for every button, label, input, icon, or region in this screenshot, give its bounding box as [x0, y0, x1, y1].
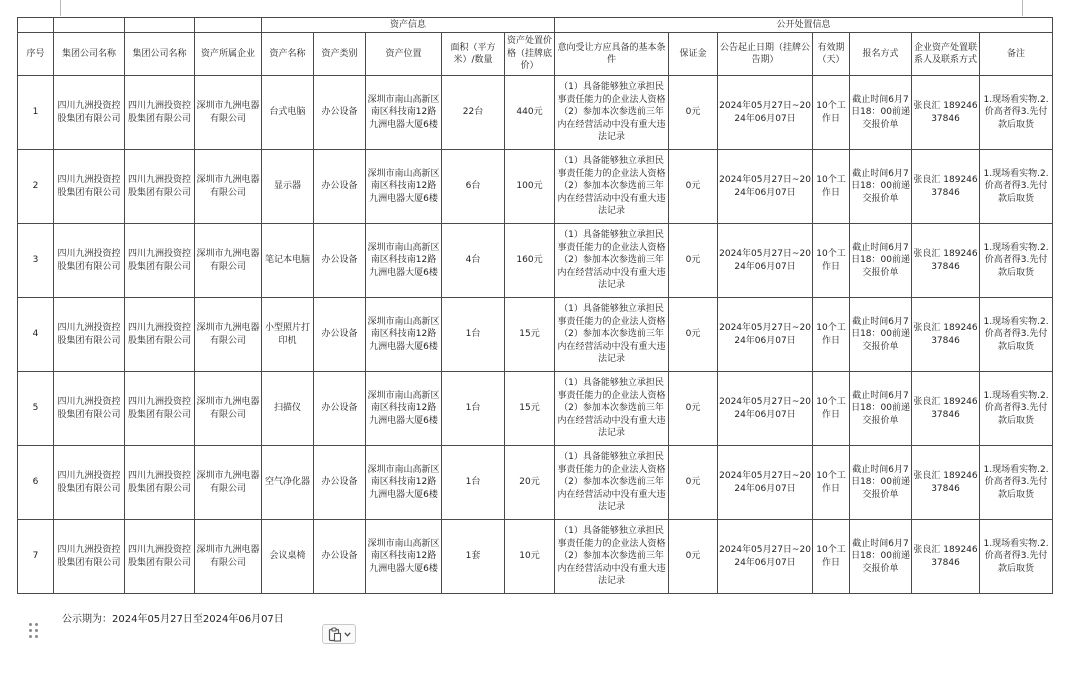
- header-row: [18, 33, 1053, 76]
- cell-validity: 10个工作日: [813, 298, 850, 372]
- header-seq: 序号: [18, 33, 54, 76]
- cell-asset-type: 办公设备: [314, 150, 366, 224]
- cell-quantity: 1台: [442, 298, 505, 372]
- cell-quantity: 1套: [442, 520, 505, 594]
- cell-seq: 4: [18, 298, 54, 372]
- cell-period: 2024年05月27日~2024年06月07日: [718, 76, 813, 150]
- cell-signup: 截止时间6月7日18：00前递交报价单: [850, 298, 912, 372]
- header-period: 公告起止日期（挂牌公告期）: [718, 33, 813, 76]
- cell-validity: 10个工作日: [813, 520, 850, 594]
- cell-signup: 截止时间6月7日18：00前递交报价单: [850, 446, 912, 520]
- cell-validity: 10个工作日: [813, 372, 850, 446]
- cell-group-company-1: 四川九洲投资控股集团有限公司: [54, 224, 125, 298]
- header-asset-name: 资产名称: [262, 33, 314, 76]
- cell-remark: 1.现场看实物.2.价高者得3.先付款后取货: [980, 298, 1053, 372]
- cell-quantity: 22台: [442, 76, 505, 150]
- cell-asset-type: 办公设备: [314, 76, 366, 150]
- table-row: [18, 76, 1053, 150]
- cell-seq: 6: [18, 446, 54, 520]
- cell-enterprise: 深圳市九洲电器有限公司: [195, 520, 262, 594]
- cell-conditions: （1）具备能够独立承担民事责任能力的企业法人资格（2）参加本次参选前三年内在经营活动中没有重大违法记录: [555, 446, 669, 520]
- cell-conditions: （1）具备能够独立承担民事责任能力的企业法人资格（2）参加本次参选前三年内在经营活动中没有重大违法记录: [555, 150, 669, 224]
- cell-period: 2024年05月27日~2024年06月07日: [718, 150, 813, 224]
- cell-contact: 张良汇 18924637846: [912, 298, 980, 372]
- cell-period: 2024年05月27日~2024年06月07日: [718, 224, 813, 298]
- cell-asset-type: 办公设备: [314, 446, 366, 520]
- cell-group-company-1: 四川九洲投资控股集团有限公司: [54, 372, 125, 446]
- cell-asset-name: 小型照片打印机: [262, 298, 314, 372]
- cell-quantity: 1台: [442, 446, 505, 520]
- cell-period: 2024年05月27日~2024年06月07日: [718, 446, 813, 520]
- cell-asset-name: 扫描仪: [262, 372, 314, 446]
- cell-price: 20元: [505, 446, 555, 520]
- header-remark: 备注: [980, 33, 1053, 76]
- header-spacer: [125, 18, 195, 33]
- cell-remark: 1.现场看实物.2.价高者得3.先付款后取货: [980, 372, 1053, 446]
- cell-location: 深圳市南山高新区南区科技南12路九洲电器大厦6楼: [366, 298, 442, 372]
- cell-group-company-1: 四川九洲投资控股集团有限公司: [54, 446, 125, 520]
- cell-enterprise: 深圳市九洲电器有限公司: [195, 150, 262, 224]
- cell-period: 2024年05月27日~2024年06月07日: [718, 298, 813, 372]
- cell-price: 10元: [505, 520, 555, 594]
- cell-contact: 张良汇 18924637846: [912, 224, 980, 298]
- header-group-public-disposal: 公开处置信息: [555, 18, 1053, 33]
- header-spacer: [54, 18, 125, 33]
- cell-conditions: （1）具备能够独立承担民事责任能力的企业法人资格（2）参加本次参选前三年内在经营活动中没有重大违法记录: [555, 372, 669, 446]
- cell-asset-type: 办公设备: [314, 298, 366, 372]
- cell-contact: 张良汇 18924637846: [912, 372, 980, 446]
- table-row: [18, 150, 1053, 224]
- cell-validity: 10个工作日: [813, 150, 850, 224]
- cell-conditions: （1）具备能够独立承担民事责任能力的企业法人资格（2）参加本次参选前三年内在经营活动中没有重大违法记录: [555, 520, 669, 594]
- header-signup: 报名方式: [850, 33, 912, 76]
- cell-seq: 7: [18, 520, 54, 594]
- header-conditions: 意向受让方应具备的基本条件: [555, 33, 669, 76]
- cell-signup: 截止时间6月7日18：00前递交报价单: [850, 224, 912, 298]
- cell-asset-type: 办公设备: [314, 520, 366, 594]
- cell-group-company-2: 四川九洲投资控股集团有限公司: [125, 298, 195, 372]
- cell-group-company-2: 四川九洲投资控股集团有限公司: [125, 224, 195, 298]
- cell-contact: 张良汇 18924637846: [912, 446, 980, 520]
- cell-location: 深圳市南山高新区南区科技南12路九洲电器大厦6楼: [366, 446, 442, 520]
- cell-quantity: 4台: [442, 224, 505, 298]
- cell-deposit: 0元: [669, 520, 718, 594]
- cell-deposit: 0元: [669, 150, 718, 224]
- cell-remark: 1.现场看实物.2.价高者得3.先付款后取货: [980, 150, 1053, 224]
- crop-mark-right: [1022, 0, 1023, 16]
- cell-seq: 2: [18, 150, 54, 224]
- table-row: [18, 520, 1053, 594]
- header-group-company-1: 集团公司名称: [54, 33, 125, 76]
- table-row: [18, 224, 1053, 298]
- cell-signup: 截止时间6月7日18：00前递交报价单: [850, 76, 912, 150]
- cell-asset-name: 台式电脑: [262, 76, 314, 150]
- cell-remark: 1.现场看实物.2.价高者得3.先付款后取货: [980, 520, 1053, 594]
- cell-enterprise: 深圳市九洲电器有限公司: [195, 372, 262, 446]
- cell-group-company-1: 四川九洲投资控股集团有限公司: [54, 150, 125, 224]
- cell-signup: 截止时间6月7日18：00前递交报价单: [850, 520, 912, 594]
- cell-remark: 1.现场看实物.2.价高者得3.先付款后取货: [980, 224, 1053, 298]
- asset-disposal-table: [17, 17, 1053, 594]
- cell-group-company-2: 四川九洲投资控股集团有限公司: [125, 372, 195, 446]
- cell-deposit: 0元: [669, 76, 718, 150]
- cell-asset-name: 空气净化器: [262, 446, 314, 520]
- cell-group-company-2: 四川九洲投资控股集团有限公司: [125, 76, 195, 150]
- cell-conditions: （1）具备能够独立承担民事责任能力的企业法人资格（2）参加本次参选前三年内在经营活动中没有重大违法记录: [555, 298, 669, 372]
- cell-contact: 张良汇 18924637846: [912, 150, 980, 224]
- cell-deposit: 0元: [669, 224, 718, 298]
- header-group-asset-info: 资产信息: [262, 18, 555, 33]
- cell-price: 440元: [505, 76, 555, 150]
- cell-validity: 10个工作日: [813, 446, 850, 520]
- cell-enterprise: 深圳市九洲电器有限公司: [195, 224, 262, 298]
- cell-deposit: 0元: [669, 298, 718, 372]
- paste-options-button[interactable]: [322, 624, 356, 644]
- cell-conditions: （1）具备能够独立承担民事责任能力的企业法人资格（2）参加本次参选前三年内在经营活动中没有重大违法记录: [555, 76, 669, 150]
- crop-mark-left: [60, 0, 61, 16]
- cell-signup: 截止时间6月7日18：00前递交报价单: [850, 372, 912, 446]
- header-price: 资产处置价格（挂牌底价）: [505, 33, 555, 76]
- cell-price: 160元: [505, 224, 555, 298]
- cell-enterprise: 深圳市九洲电器有限公司: [195, 446, 262, 520]
- cell-deposit: 0元: [669, 372, 718, 446]
- cell-group-company-2: 四川九洲投资控股集团有限公司: [125, 150, 195, 224]
- table-row: [18, 372, 1053, 446]
- cell-period: 2024年05月27日~2024年06月07日: [718, 520, 813, 594]
- cell-group-company-2: 四川九洲投资控股集团有限公司: [125, 520, 195, 594]
- cell-price: 15元: [505, 298, 555, 372]
- header-deposit: 保证金: [669, 33, 718, 76]
- header-validity: 有效期（天）: [813, 33, 850, 76]
- cell-group-company-2: 四川九洲投资控股集团有限公司: [125, 446, 195, 520]
- cell-enterprise: 深圳市九洲电器有限公司: [195, 76, 262, 150]
- drag-handle-icon[interactable]: [29, 623, 38, 639]
- cell-location: 深圳市南山高新区南区科技南12路九洲电器大厦6楼: [366, 520, 442, 594]
- header-group-company-2: 集团公司名称: [125, 33, 195, 76]
- cell-conditions: （1）具备能够独立承担民事责任能力的企业法人资格（2）参加本次参选前三年内在经营活动中没有重大违法记录: [555, 224, 669, 298]
- cell-group-company-1: 四川九洲投资控股集团有限公司: [54, 520, 125, 594]
- cell-remark: 1.现场看实物.2.价高者得3.先付款后取货: [980, 446, 1053, 520]
- cell-asset-name: 会议桌椅: [262, 520, 314, 594]
- cell-deposit: 0元: [669, 446, 718, 520]
- cell-asset-type: 办公设备: [314, 372, 366, 446]
- cell-location: 深圳市南山高新区南区科技南12路九洲电器大厦6楼: [366, 372, 442, 446]
- header-spacer: [18, 18, 54, 33]
- cell-group-company-1: 四川九洲投资控股集团有限公司: [54, 76, 125, 150]
- header-group-row: [18, 18, 1053, 33]
- cell-validity: 10个工作日: [813, 224, 850, 298]
- cell-group-company-1: 四川九洲投资控股集团有限公司: [54, 298, 125, 372]
- header-area-qty: 面积（平方米）/数量: [442, 33, 505, 76]
- chevron-down-icon: [344, 632, 351, 637]
- cell-price: 100元: [505, 150, 555, 224]
- cell-asset-name: 显示器: [262, 150, 314, 224]
- cell-remark: 1.现场看实物.2.价高者得3.先付款后取货: [980, 76, 1053, 150]
- cell-enterprise: 深圳市九洲电器有限公司: [195, 298, 262, 372]
- table-row: [18, 298, 1053, 372]
- cell-asset-name: 笔记本电脑: [262, 224, 314, 298]
- cell-location: 深圳市南山高新区南区科技南12路九洲电器大厦6楼: [366, 150, 442, 224]
- header-spacer: [195, 18, 262, 33]
- cell-seq: 5: [18, 372, 54, 446]
- header-asset-type: 资产类别: [314, 33, 366, 76]
- clipboard-icon: [328, 627, 342, 642]
- cell-contact: 张良汇 18924637846: [912, 520, 980, 594]
- cell-signup: 截止时间6月7日18：00前递交报价单: [850, 150, 912, 224]
- cell-period: 2024年05月27日~2024年06月07日: [718, 372, 813, 446]
- cell-seq: 3: [18, 224, 54, 298]
- cell-quantity: 6台: [442, 150, 505, 224]
- header-location: 资产位置: [366, 33, 442, 76]
- table-row: [18, 446, 1053, 520]
- cell-price: 15元: [505, 372, 555, 446]
- cell-asset-type: 办公设备: [314, 224, 366, 298]
- cell-location: 深圳市南山高新区南区科技南12路九洲电器大厦6楼: [366, 76, 442, 150]
- public-notice-period: 公示期为：2024年05月27日至2024年06月07日: [62, 614, 284, 625]
- cell-seq: 1: [18, 76, 54, 150]
- header-contact: 企业资产处置联系人及联系方式: [912, 33, 980, 76]
- cell-validity: 10个工作日: [813, 76, 850, 150]
- header-enterprise: 资产所属企业: [195, 33, 262, 76]
- cell-contact: 张良汇 18924637846: [912, 76, 980, 150]
- cell-location: 深圳市南山高新区南区科技南12路九洲电器大厦6楼: [366, 224, 442, 298]
- cell-quantity: 1台: [442, 372, 505, 446]
